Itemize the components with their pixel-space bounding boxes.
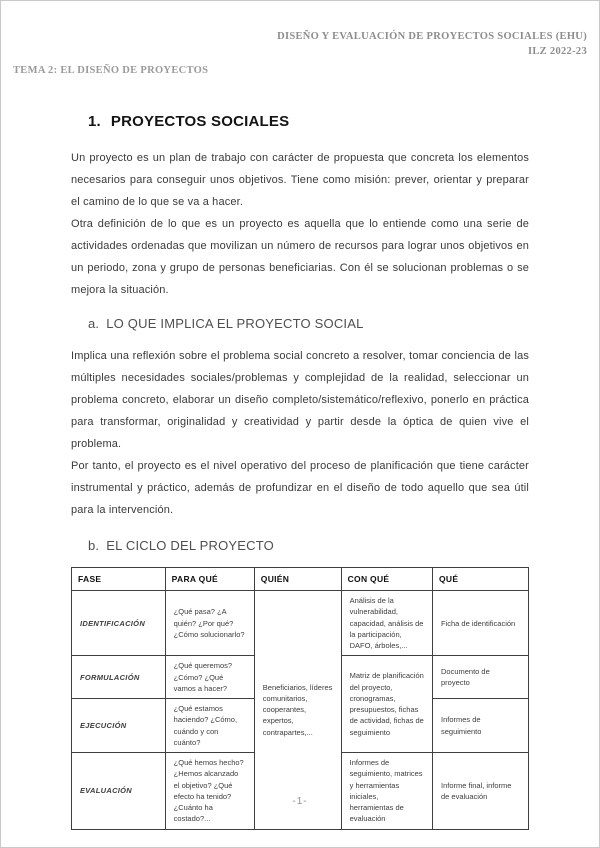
paragraph-implica-1: Implica una reflexión sobre el problema social concreto a resolver, tomar conciencia de las múltiples necesidades sociales/problemas y complejidad de la realidad, seleccionar un problema concreto, elaborar un diseño completo/sistemático/reflexivo, ponerlo en práctica para transformar, originalidad y creatividad y partir desde la óptica de quien vive el problema. bbox=[71, 350, 529, 450]
topic-heading: TEMA 2: EL DISEÑO DE PROYECTOS bbox=[13, 65, 209, 76]
cell-que-evaluacion: Informe final, informe de evaluación bbox=[433, 753, 529, 830]
cell-que-identificacion: Ficha de identificación bbox=[433, 591, 529, 656]
column-header-quien: QUIÉN bbox=[254, 568, 341, 591]
cell-quien-shared: Beneficiarios, líderes comunitarios, cooperantes, expertos, contrapartes,... bbox=[254, 591, 341, 830]
cell-con-que-evaluacion: Informes de seguimiento, matrices y herramientas iniciales, herramientas de evaluación bbox=[341, 753, 432, 830]
table-row-identificacion bbox=[72, 591, 529, 656]
cell-fase-formulacion: FORMULACIÓN bbox=[72, 656, 166, 699]
page-number: -1- bbox=[292, 796, 308, 807]
cell-para-que-ejecucion: ¿Qué estamos haciendo? ¿Cómo, cuándo y con cuánto? bbox=[165, 699, 254, 753]
course-title: DISEÑO Y EVALUACIÓN DE PROYECTOS SOCIALES (EHU) bbox=[277, 31, 587, 42]
subsection-letter: a. bbox=[88, 316, 100, 331]
paragraph-definition-2: Otra definición de lo que es un proyecto es aquella que lo entiende como una serie de actividades ordenadas que movilizan un número de recursos para lograr unos objetivos en un periodo, zona y grupo de personas beneficiarias. Con él se solucionan problemas o se mejora la situación. bbox=[71, 218, 529, 296]
cell-que-ejecucion: Informes de seguimiento bbox=[433, 699, 529, 753]
column-header-fase: FASE bbox=[72, 568, 166, 591]
subsection-title: LO QUE IMPLICA EL PROYECTO SOCIAL bbox=[106, 316, 364, 331]
section-title: PROYECTOS SOCIALES bbox=[110, 113, 290, 130]
cell-fase-ejecucion: EJECUCIÓN bbox=[72, 699, 166, 753]
subsection-heading-ciclo bbox=[71, 537, 529, 555]
cell-fase-evaluacion: EVALUACIÓN bbox=[72, 753, 166, 830]
cell-para-que-evaluacion: ¿Qué hemos hecho? ¿Hemos alcanzado el objetivo? ¿Qué efecto ha tenido? ¿Cuánto ha costado?... bbox=[165, 753, 254, 830]
section-number: 1. bbox=[88, 113, 101, 130]
document-content bbox=[71, 113, 529, 830]
paragraph-definition-1: Un proyecto es un plan de trabajo con carácter de propuesta que concreta los elementos necesarios para conseguir unos objetivos. Tiene como misión: prever, orientar y preparar el camino de lo que se va a hacer. bbox=[71, 152, 529, 208]
cell-fase-identificacion: IDENTIFICACIÓN bbox=[72, 591, 166, 656]
project-cycle-table bbox=[71, 567, 529, 830]
cell-con-que-formulacion-ejecucion: Matriz de planificación del proyecto, cronogramas, presupuestos, fichas de actividad, fichas de seguimiento bbox=[341, 656, 432, 753]
column-header-con-que: CON QUÉ bbox=[341, 568, 432, 591]
subsection-heading-implica bbox=[71, 315, 529, 333]
cell-para-que-formulacion: ¿Qué queremos? ¿Cómo? ¿Qué vamos a hacer? bbox=[165, 656, 254, 699]
column-header-que: QUÉ bbox=[433, 568, 529, 591]
subsection-title: EL CICLO DEL PROYECTO bbox=[106, 538, 274, 553]
section-heading-proyectos-sociales bbox=[71, 113, 529, 131]
subsection-letter: b. bbox=[88, 538, 100, 553]
table-header-row bbox=[72, 568, 529, 591]
document-header bbox=[277, 29, 587, 59]
cell-para-que-identificacion: ¿Qué pasa? ¿A quién? ¿Por qué? ¿Cómo solucionarlo? bbox=[165, 591, 254, 656]
column-header-para-que: PARA QUÉ bbox=[165, 568, 254, 591]
paragraph-implica-2: Por tanto, el proyecto es el nivel operativo del proceso de planificación que tiene carácter instrumental y práctico, además de profundizar en el diseño de todo aquello que sea útil para la intervención. bbox=[71, 460, 529, 516]
course-term: ILZ 2022-23 bbox=[527, 46, 587, 57]
cell-con-que-identificacion: Análisis de la vulnerabilidad, capacidad, análisis de la participación, DAFO, árboles,... bbox=[341, 591, 432, 656]
cell-que-formulacion: Documento de proyecto bbox=[433, 656, 529, 699]
